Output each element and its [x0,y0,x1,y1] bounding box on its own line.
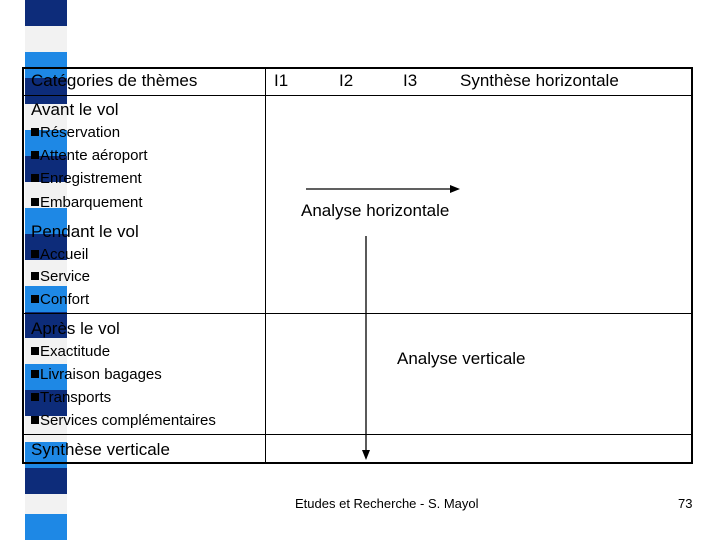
list-item: Enregistrement [31,170,142,187]
bullet-icon [31,370,39,378]
section-divider [22,313,693,314]
bullet-icon [31,393,39,401]
bullet-icon [31,128,39,136]
header-i2: I2 [339,71,354,90]
header-i3: I3 [403,71,418,90]
list-item: Accueil [31,246,88,263]
section-title: Pendant le vol [31,222,139,241]
header-synthese-horizontale: Synthèse horizontale [460,71,619,90]
section-title: Après le vol [31,319,120,338]
list-item: Attente aéroport [31,147,148,164]
bullet-icon [31,272,39,280]
list-item: Confort [31,291,89,308]
analyse-verticale-label: Analyse verticale [397,349,526,368]
header-categories: Catégories de thèmes [31,71,198,90]
header-i1: I1 [274,71,289,90]
bullet-icon [31,151,39,159]
list-item: Livraison bagages [31,366,162,383]
footer-credit: Etudes et Recherche - S. Mayol [295,496,479,511]
footer-row-divider [22,434,693,435]
analyse-horizontale-label: Analyse horizontale [301,201,450,220]
header-divider [22,95,693,96]
list-item: Réservation [31,124,120,141]
list-item: Embarquement [31,194,143,211]
bullet-icon [31,198,39,206]
categories-column-divider [265,67,266,464]
bullet-icon [31,416,39,424]
list-item: Service [31,268,90,285]
bullet-icon [31,295,39,303]
section-title: Avant le vol [31,100,119,119]
analysis-table [22,67,693,464]
list-item: Services complémentaires [31,412,216,429]
list-item: Transports [31,389,111,406]
bullet-icon [31,174,39,182]
synthese-verticale-label: Synthèse verticale [31,440,170,459]
bullet-icon [31,250,39,258]
list-item: Exactitude [31,343,110,360]
page-number: 73 [678,496,693,511]
bullet-icon [31,347,39,355]
